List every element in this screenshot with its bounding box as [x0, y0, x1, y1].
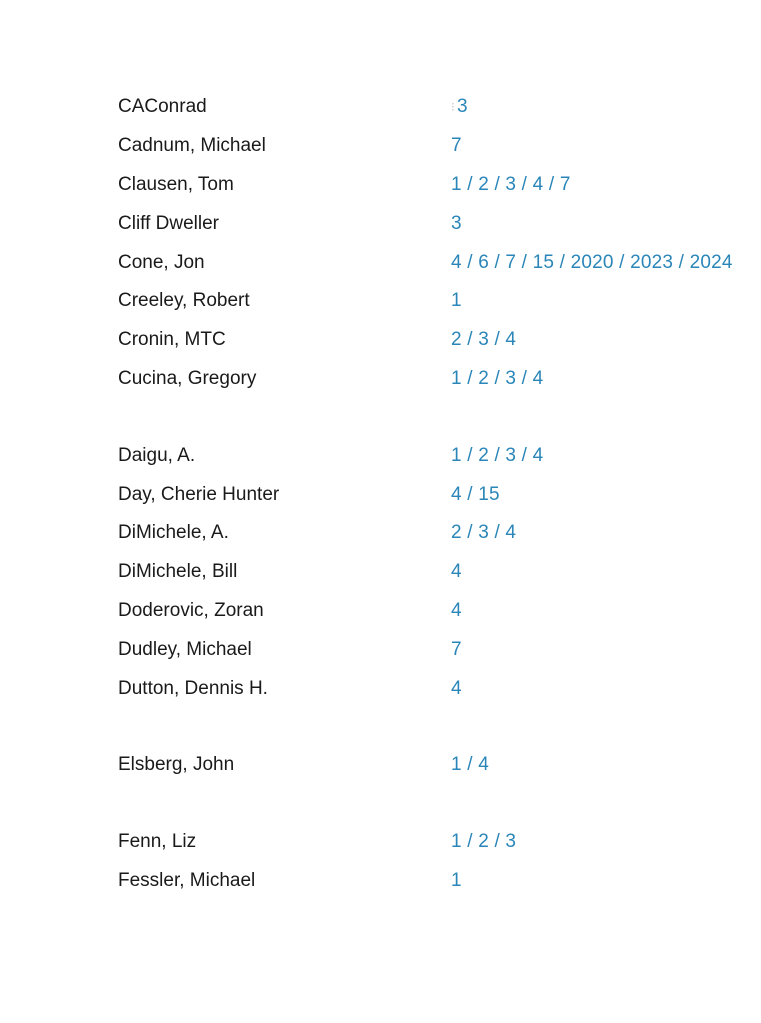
- issue-numbers: 2 / 3 / 4: [451, 522, 517, 544]
- contributor-name: Creeley, Robert: [118, 290, 250, 312]
- contributor-name: Clausen, Tom: [118, 173, 234, 195]
- issue-numbers: 4 / 15: [451, 483, 500, 505]
- list-item: [118, 823, 758, 862]
- list-item: [118, 436, 758, 475]
- section-f: [118, 823, 758, 901]
- issue-numbers: 1 / 2 / 3 / 4 / 7: [451, 173, 571, 195]
- list-item: [118, 553, 758, 592]
- list-item: [118, 166, 758, 205]
- list-item: [118, 127, 758, 166]
- contributor-name: Dudley, Michael: [118, 638, 252, 660]
- issue-numbers: 4: [451, 561, 462, 583]
- issue-numbers: 1 / 2 / 3: [451, 831, 517, 853]
- list-item: [118, 475, 758, 514]
- contributor-name: Fessler, Michael: [118, 869, 256, 891]
- issue-numbers: 1 / 2 / 3 / 4: [451, 367, 544, 389]
- list-item: [118, 592, 758, 631]
- list-item: [118, 204, 758, 243]
- issue-numbers: 1: [451, 869, 462, 891]
- issue-numbers: 4: [451, 677, 462, 699]
- contributor-name: DiMichele, Bill: [118, 561, 238, 583]
- contributor-name: Dutton, Dennis H.: [118, 677, 268, 699]
- contributor-name: Daigu, A.: [118, 444, 196, 466]
- issue-numbers: 1 / 4: [451, 754, 489, 776]
- scan-smudge-icon: ⁝: [451, 100, 456, 115]
- section-c: [118, 88, 758, 398]
- contributor-name: Day, Cherie Hunter: [118, 483, 280, 505]
- list-item: [118, 282, 758, 321]
- section-e: [118, 746, 758, 785]
- issue-numbers: 1: [451, 290, 462, 312]
- contributor-index: [118, 88, 758, 938]
- contributor-name: Cadnum, Michael: [118, 135, 266, 157]
- issue-numbers: 2 / 3 / 4: [451, 329, 517, 351]
- list-item: [118, 243, 758, 282]
- list-item: [118, 321, 758, 360]
- issue-numbers: 3: [451, 212, 462, 234]
- contributor-name: Cliff Dweller: [118, 212, 220, 234]
- contributor-name: Cone, Jon: [118, 251, 205, 273]
- contributor-name: Cucina, Gregory: [118, 367, 257, 389]
- contributor-name: CAConrad: [118, 96, 207, 118]
- issue-numbers: 7: [451, 135, 462, 157]
- section-d: [118, 436, 758, 708]
- issue-numbers: 7: [451, 638, 462, 660]
- contributor-name: Doderovic, Zoran: [118, 599, 264, 621]
- issue-numbers: 4: [451, 599, 462, 621]
- contributor-name: Fenn, Liz: [118, 831, 197, 853]
- issue-numbers: ⁝ 3: [451, 96, 468, 118]
- list-item: [118, 862, 758, 901]
- issue-numbers: 4 / 6 / 7 / 15 / 2020 / 2023 / 2024: [451, 251, 733, 273]
- list-item: [118, 746, 758, 785]
- contributor-name: DiMichele, A.: [118, 522, 229, 544]
- issue-numbers: 1 / 2 / 3 / 4: [451, 444, 544, 466]
- contributor-name: Cronin, MTC: [118, 329, 226, 351]
- list-item: [118, 360, 758, 399]
- list-item: [118, 669, 758, 708]
- list-item: [118, 514, 758, 553]
- contributor-name: Elsberg, John: [118, 754, 235, 776]
- list-item: [118, 88, 758, 127]
- list-item: [118, 630, 758, 669]
